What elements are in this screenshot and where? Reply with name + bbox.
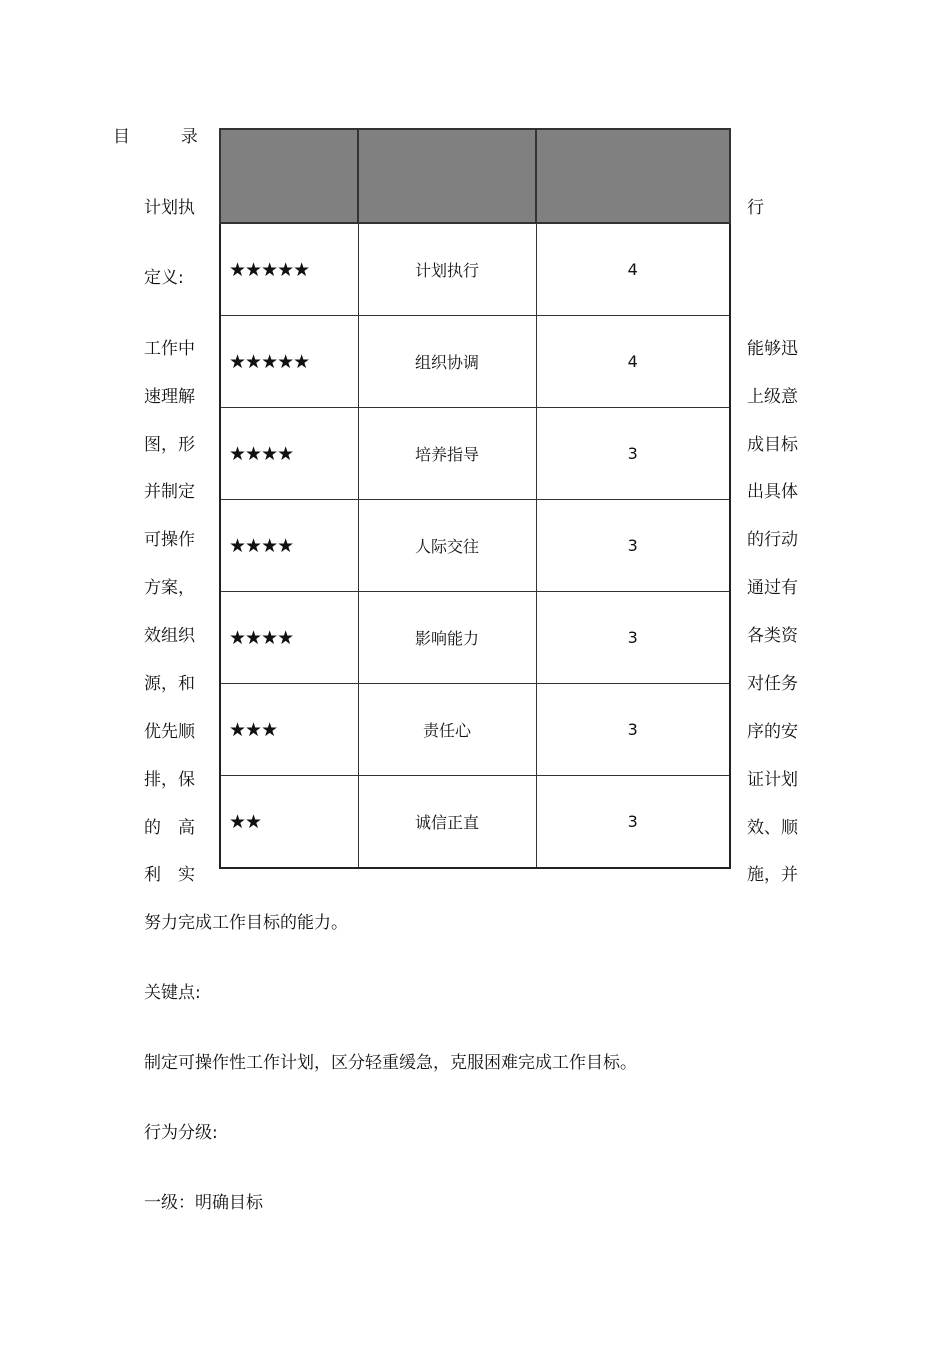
toc-heading-char-2: 录 [180,127,198,147]
star-rating: ★★★★ [220,408,358,500]
table-header-row [220,129,730,223]
right-line: 各类资 [747,626,798,646]
header-cell [536,129,730,223]
star-rating: ★★★ [220,684,358,776]
table-row [220,776,730,869]
left-line: 的 高 [144,818,195,838]
right-line: 的行动 [747,530,798,550]
table-row [220,592,730,684]
competency-name: 培养指导 [358,408,536,500]
competency-name: 影响能力 [358,592,536,684]
left-line: 效组织 [144,626,195,646]
competency-table [219,128,731,869]
competency-level: 3 [536,592,730,684]
left-line: 源，和 [144,674,195,694]
toc-heading-char-1: 目 [113,127,130,147]
level-one-text: 一级：明确目标 [144,1193,263,1213]
right-line: 证计划 [747,770,798,790]
left-line: 排，保 [144,770,195,790]
competency-name: 诚信正直 [358,776,536,869]
right-line: 出具体 [747,482,798,502]
competency-level: 3 [536,500,730,592]
competency-level: 4 [536,316,730,408]
competency-name: 组织协调 [358,316,536,408]
right-line: 通过有 [747,578,798,598]
table-row [220,316,730,408]
competency-level: 3 [536,684,730,776]
competency-name: 责任心 [358,684,536,776]
right-line: 序的安 [747,722,798,742]
header-cell [220,129,358,223]
right-line: 行 [747,198,764,218]
left-line: 方案， [144,578,195,598]
table-row [220,408,730,500]
left-line: 工作中 [144,339,195,359]
star-rating: ★★★★ [220,592,358,684]
left-line: 并制定 [144,482,195,502]
key-points-label: 关键点: [144,983,201,1003]
left-line: 速理解 [144,387,195,407]
toc-heading [113,129,198,146]
left-line: 可操作 [144,530,195,550]
competency-level: 3 [536,408,730,500]
competency-level: 4 [536,223,730,316]
table-row [220,684,730,776]
left-line: 图，形 [144,435,195,455]
right-line: 施，并 [747,865,798,885]
left-line: 利 实 [144,865,195,885]
right-line: 上级意 [747,387,798,407]
competency-name: 计划执行 [358,223,536,316]
competency-name: 人际交往 [358,500,536,592]
key-points-text: 制定可操作性工作计划，区分轻重缓急，克服困难完成工作目标。 [144,1053,637,1073]
left-line: 优先顺 [144,722,195,742]
star-rating: ★★★★★ [220,223,358,316]
table-row [220,500,730,592]
left-line: 定义: [144,268,184,288]
right-line: 效、顺 [747,818,798,838]
competency-level: 3 [536,776,730,869]
right-line: 对任务 [747,674,798,694]
table-row [220,223,730,316]
body-paragraph: 努力完成工作目标的能力。 [144,913,348,933]
right-line: 能够迅 [747,339,798,359]
left-line: 计划执 [144,198,195,218]
star-rating: ★★★★★ [220,316,358,408]
behavior-levels-label: 行为分级: [144,1123,218,1143]
star-rating: ★★★★ [220,500,358,592]
star-rating: ★★ [220,776,358,869]
right-line: 成目标 [747,435,798,455]
header-cell [358,129,536,223]
